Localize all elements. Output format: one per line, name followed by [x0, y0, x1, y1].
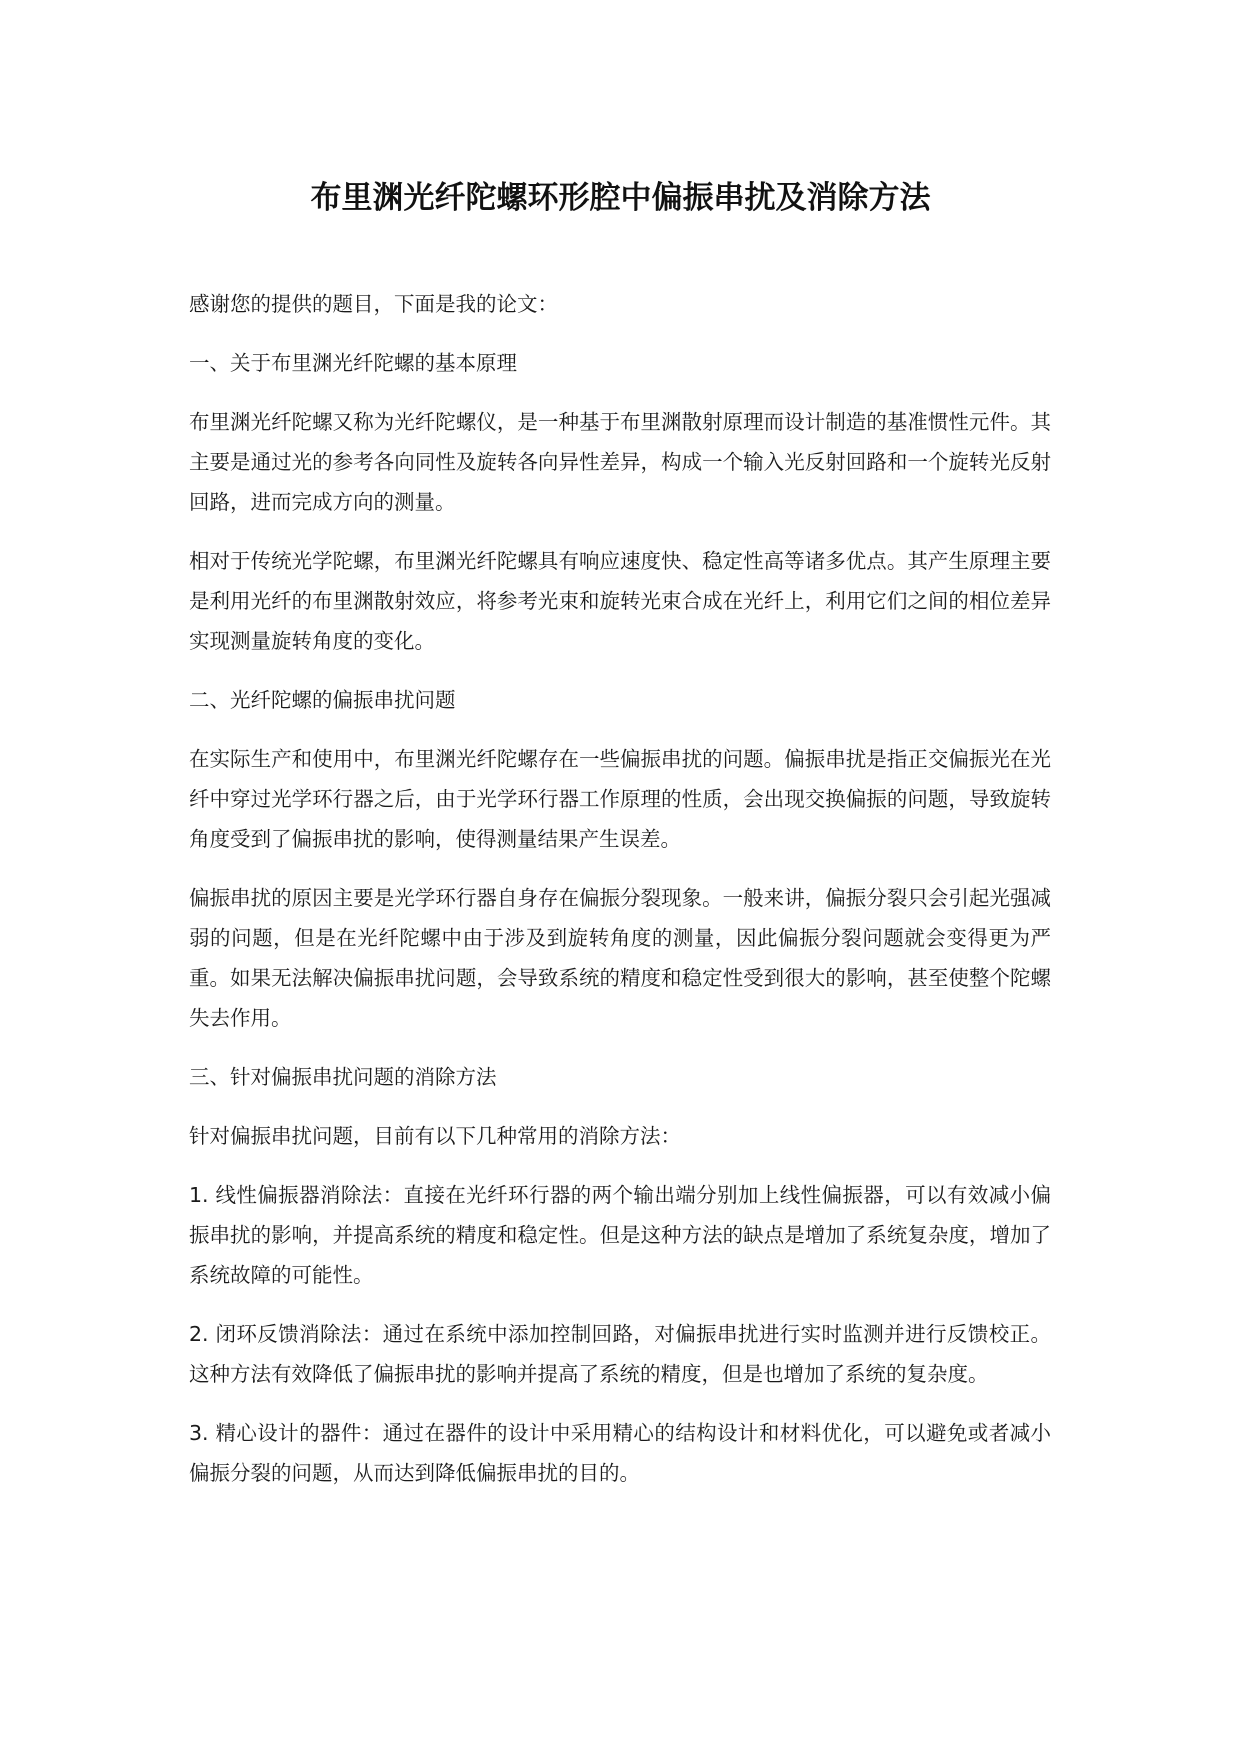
section-1-paragraph-2: 相对于传统光学陀螺，布里渊光纤陀螺具有响应速度快、稳定性高等诸多优点。其产生原理主要是利用光纤的布里渊散射效应，将参考光束和旋转光束合成在光纤上，利用它们之间的相位差异实现测量旋转角度的变化。: [189, 549, 1051, 653]
section-1-heading: 一、关于布里渊光纤陀螺的基本原理: [189, 351, 517, 375]
section-2-paragraph-1: 在实际生产和使用中，布里渊光纤陀螺存在一些偏振串扰的问题。偏振串扰是指正交偏振光在光纤中穿过光学环行器之后，由于光学环行器工作原理的性质，会出现交换偏振的问题，导致旋转角度受到了偏振串扰的影响，使得测量结果产生误差。: [189, 747, 1051, 851]
method-2-paragraph: 2. 闭环反馈消除法：通过在系统中添加控制回路，对偏振串扰进行实时监测并进行反馈校正。这种方法有效降低了偏振串扰的影响并提高了系统的精度，但是也增加了系统的复杂度。: [189, 1322, 1051, 1386]
method-1-paragraph: 1. 线性偏振器消除法：直接在光纤环行器的两个输出端分别加上线性偏振器，可以有效减小偏振串扰的影响，并提高系统的精度和稳定性。但是这种方法的缺点是增加了系统复杂度，增加了系统故障的可能性。: [189, 1183, 1051, 1287]
section-1-paragraph-1: 布里渊光纤陀螺又称为光纤陀螺仪，是一种基于布里渊散射原理而设计制造的基准惯性元件。其主要是通过光的参考各向同性及旋转各向异性差异，构成一个输入光反射回路和一个旋转光反射回路，进而完成方向的测量。: [189, 410, 1051, 514]
section-2-heading: 二、光纤陀螺的偏振串扰问题: [189, 688, 456, 712]
section-3-paragraph-1: 针对偏振串扰问题，目前有以下几种常用的消除方法：: [189, 1124, 681, 1148]
intro-paragraph: 感谢您的提供的题目，下面是我的论文：: [189, 292, 558, 316]
section-3-heading: 三、针对偏振串扰问题的消除方法: [189, 1065, 497, 1089]
document-body: [189, 284, 1051, 1512]
document-title: 布里渊光纤陀螺环形腔中偏振串扰及消除方法: [310, 180, 931, 216]
method-3-paragraph: 3. 精心设计的器件：通过在器件的设计中采用精心的结构设计和材料优化，可以避免或者减小偏振分裂的问题，从而达到降低偏振串扰的目的。: [189, 1421, 1051, 1485]
section-2-paragraph-2: 偏振串扰的原因主要是光学环行器自身存在偏振分裂现象。一般来讲，偏振分裂只会引起光强减弱的问题，但是在光纤陀螺中由于涉及到旋转角度的测量，因此偏振分裂问题就会变得更为严重。如果无法解决偏振串扰问题，会导致系统的精度和稳定性受到很大的影响，甚至使整个陀螺失去作用。: [189, 886, 1051, 1030]
